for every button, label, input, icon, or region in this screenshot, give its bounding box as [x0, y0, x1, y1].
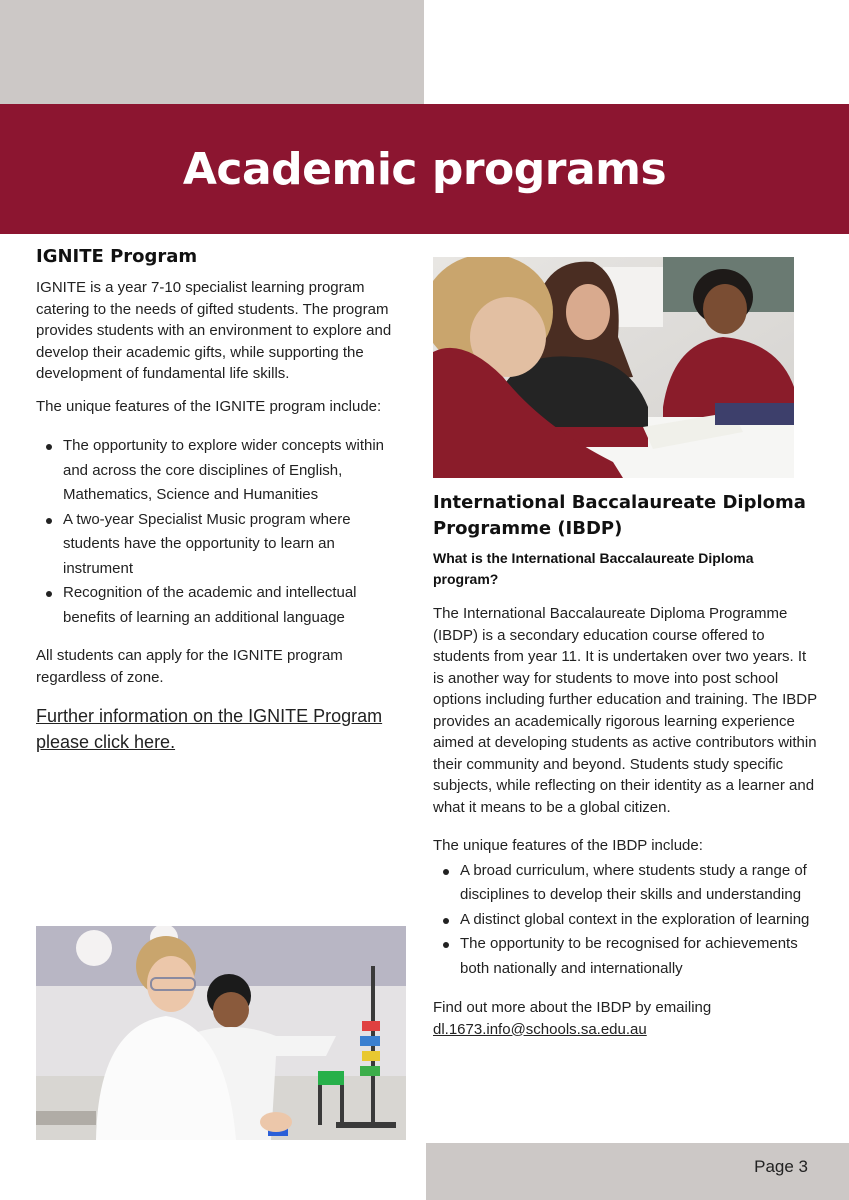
ibdp-subheading: What is the International Baccalaureate Diploma program? — [433, 550, 754, 587]
list-item: A distinct global context in the exploration of learning — [433, 908, 818, 933]
list-item: A broad curriculum, where students study a range of disciplines to develop their skills and understanding — [433, 859, 818, 908]
ibdp-heading: International Baccalaureate Diploma Programme (IBDP) — [433, 492, 806, 539]
ibdp-features-intro: The unique features of the IBDP include: — [433, 837, 703, 854]
ibdp-section — [433, 490, 818, 1040]
list-item: The opportunity to be recognised for achievements both nationally and internationally — [433, 932, 818, 981]
ignite-features-intro: The unique features of the IGNITE program include: — [36, 397, 382, 415]
ignite-features-list — [36, 434, 408, 630]
ibdp-features-list — [433, 859, 818, 982]
ibdp-contact-text: Find out more about the IBDP by emailing — [433, 999, 712, 1016]
list-item: A two-year Specialist Music program where students have the opportunity to learn an instrument — [36, 508, 408, 582]
ignite-intro: IGNITE is a year 7-10 specialist learning program catering to the needs of gifted students. The program provides students with an environment to explore and develop their academic gifts, while supporting the development of fundamental life skills. — [36, 279, 392, 382]
list-item: The opportunity to explore wider concepts within and across the core disciplines of English, Mathematics, Science and Humanities — [36, 434, 408, 508]
ignite-apply-text: All students can apply for the IGNITE program regardless of zone. — [36, 647, 343, 686]
ibdp-email-link[interactable]: dl.1673.info@schools.sa.edu.au — [433, 1020, 647, 1038]
ibdp-description: The International Baccalaureate Diploma Programme (IBDP) is a secondary education course offered to students from year 11. It is undertaken over two years. It is another way for students to move into post school options including further education and training. The IBDP provides an academically rigorous learning experience aimed at developing students as active contributors within their community and beyond. Students study specific subjects, while reflecting on their identity as a learner and what it means to be a global citizen. — [433, 605, 817, 816]
title-banner — [0, 104, 849, 234]
top-grey-block — [0, 0, 424, 104]
ignite-section — [36, 246, 408, 755]
ignite-heading: IGNITE Program — [36, 246, 198, 267]
list-item: Recognition of the academic and intellectual benefits of learning an additional language — [36, 581, 408, 630]
students-studying-photo — [433, 257, 794, 478]
page-number: Page 3 — [754, 1157, 808, 1176]
ibdp-contact — [433, 997, 818, 1040]
ignite-info-link[interactable]: Further information on the IGNITE Program please click here. — [36, 706, 383, 752]
page-title: Academic programs — [182, 143, 667, 195]
science-lab-photo — [36, 926, 406, 1140]
